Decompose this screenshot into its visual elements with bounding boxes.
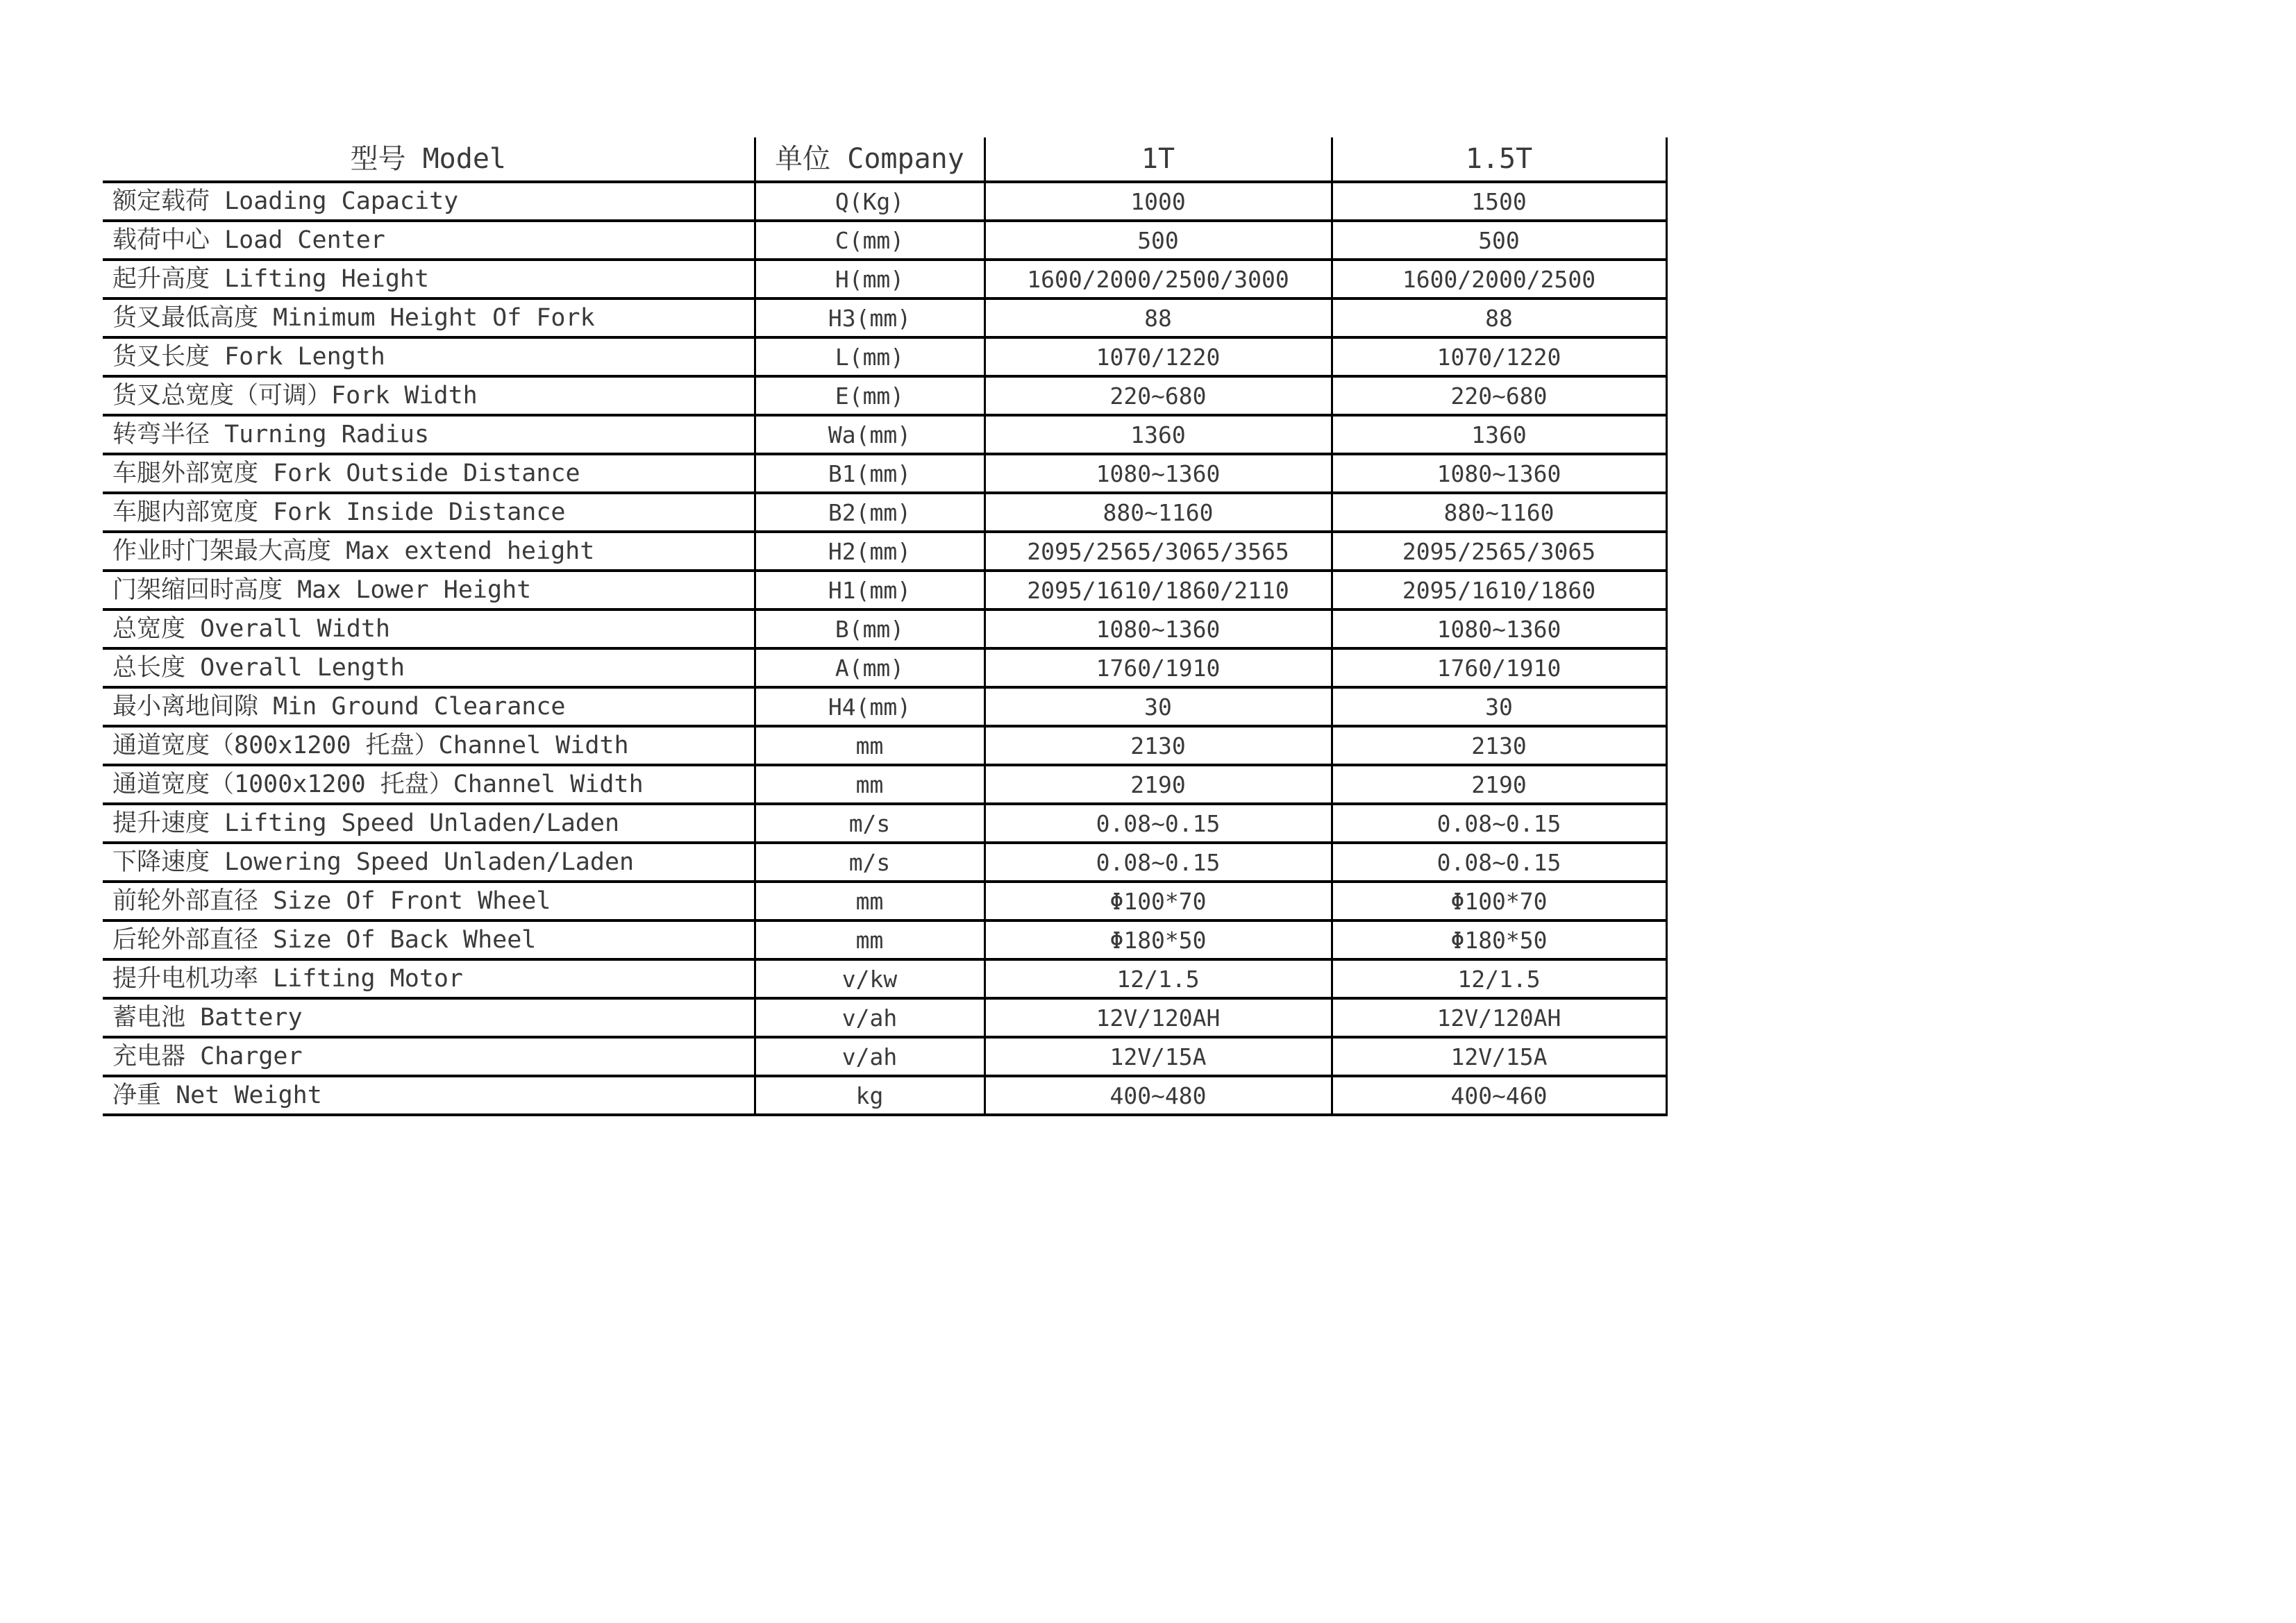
table-row	[103, 765, 1666, 804]
spec-cell-label: 货叉总宽度（可调）Fork Width	[103, 376, 755, 415]
spec-cell-label: 充电器 Charger	[103, 1037, 755, 1076]
spec-cell-unit: B2(mm)	[755, 493, 984, 532]
spec-cell-value-15t: 500	[1332, 221, 1666, 260]
spec-cell-label: 车腿内部宽度 Fork Inside Distance	[103, 493, 755, 532]
spec-cell-unit: mm	[755, 726, 984, 765]
spec-cell-unit: Wa(mm)	[755, 415, 984, 454]
spec-cell-label: 车腿外部宽度 Fork Outside Distance	[103, 454, 755, 493]
spec-cell-value-15t: 0.08~0.15	[1332, 804, 1666, 843]
spec-cell-value-1t: 12V/15A	[984, 1037, 1332, 1076]
spec-cell-label: 通道宽度（1000x1200 托盘）Channel Width	[103, 765, 755, 804]
spec-cell-value-1t: 2095/2565/3065/3565	[984, 532, 1332, 571]
table-row	[103, 337, 1666, 376]
spec-cell-label: 后轮外部直径 Size Of Back Wheel	[103, 920, 755, 959]
spec-cell-unit: mm	[755, 765, 984, 804]
spec-cell-value-1t: 0.08~0.15	[984, 843, 1332, 882]
table-row	[103, 221, 1666, 260]
spec-cell-unit: mm	[755, 920, 984, 959]
table-row	[103, 182, 1666, 221]
spec-cell-value-1t: 12V/120AH	[984, 998, 1332, 1037]
spec-cell-unit: m/s	[755, 843, 984, 882]
spec-cell-unit: B1(mm)	[755, 454, 984, 493]
table-row	[103, 415, 1666, 454]
spec-cell-unit: A(mm)	[755, 648, 984, 687]
spec-cell-label: 作业时门架最大高度 Max extend height	[103, 532, 755, 571]
spec-cell-label: 提升速度 Lifting Speed Unladen/Laden	[103, 804, 755, 843]
spec-cell-unit: v/ah	[755, 998, 984, 1037]
spec-cell-value-1t: 220~680	[984, 376, 1332, 415]
spec-cell-value-15t: 1600/2000/2500	[1332, 260, 1666, 298]
spec-cell-value-15t: 1360	[1332, 415, 1666, 454]
spec-table-body	[103, 182, 1666, 1115]
spec-cell-unit: v/ah	[755, 1037, 984, 1076]
table-row	[103, 571, 1666, 609]
spec-cell-value-1t: 400~480	[984, 1076, 1332, 1115]
spec-cell-value-1t: 1000	[984, 182, 1332, 221]
spec-cell-label: 货叉长度 Fork Length	[103, 337, 755, 376]
spec-cell-value-15t: 2095/1610/1860	[1332, 571, 1666, 609]
spec-cell-value-1t: 1760/1910	[984, 648, 1332, 687]
spec-cell-value-1t: 2130	[984, 726, 1332, 765]
spec-cell-label: 提升电机功率 Lifting Motor	[103, 959, 755, 998]
spec-cell-value-1t: 880~1160	[984, 493, 1332, 532]
table-row	[103, 376, 1666, 415]
header-1-5t: 1.5T	[1332, 137, 1666, 182]
spec-cell-label: 前轮外部直径 Size Of Front Wheel	[103, 882, 755, 920]
table-row	[103, 532, 1666, 571]
table-row	[103, 493, 1666, 532]
spec-cell-value-15t: 1080~1360	[1332, 609, 1666, 648]
spec-cell-value-1t: 1080~1360	[984, 609, 1332, 648]
spec-cell-label: 载荷中心 Load Center	[103, 221, 755, 260]
spec-cell-label: 总宽度 Overall Width	[103, 609, 755, 648]
spec-cell-value-15t: 1760/1910	[1332, 648, 1666, 687]
spec-table-header	[103, 137, 1666, 182]
table-row	[103, 920, 1666, 959]
table-row	[103, 687, 1666, 726]
spec-cell-unit: H4(mm)	[755, 687, 984, 726]
table-row	[103, 454, 1666, 493]
spec-cell-label: 下降速度 Lowering Speed Unladen/Laden	[103, 843, 755, 882]
spec-cell-value-1t: 2095/1610/1860/2110	[984, 571, 1332, 609]
table-row	[103, 609, 1666, 648]
table-row	[103, 260, 1666, 298]
spec-cell-label: 转弯半径 Turning Radius	[103, 415, 755, 454]
header-model: 型号 Model	[103, 137, 755, 182]
spec-cell-unit: Q(Kg)	[755, 182, 984, 221]
spec-cell-label: 蓄电池 Battery	[103, 998, 755, 1037]
header-1t: 1T	[984, 137, 1332, 182]
table-row	[103, 1076, 1666, 1115]
spec-cell-value-15t: 400~460	[1332, 1076, 1666, 1115]
spec-cell-value-15t: 2190	[1332, 765, 1666, 804]
spec-cell-value-1t: 1360	[984, 415, 1332, 454]
header-row	[103, 137, 1666, 182]
spec-cell-unit: H(mm)	[755, 260, 984, 298]
spec-cell-value-1t: 88	[984, 298, 1332, 337]
spec-cell-value-15t: 12V/120AH	[1332, 998, 1666, 1037]
spec-cell-value-15t: 0.08~0.15	[1332, 843, 1666, 882]
spec-cell-unit: mm	[755, 882, 984, 920]
table-row	[103, 298, 1666, 337]
spec-cell-unit: C(mm)	[755, 221, 984, 260]
spec-cell-label: 起升高度 Lifting Height	[103, 260, 755, 298]
spec-cell-value-15t: 1080~1360	[1332, 454, 1666, 493]
spec-cell-label: 额定载荷 Loading Capacity	[103, 182, 755, 221]
spec-cell-value-15t: 12V/15A	[1332, 1037, 1666, 1076]
spec-cell-value-1t: 500	[984, 221, 1332, 260]
spec-cell-label: 门架缩回时高度 Max Lower Height	[103, 571, 755, 609]
spec-cell-value-15t: 2130	[1332, 726, 1666, 765]
spec-cell-label: 净重 Net Weight	[103, 1076, 755, 1115]
spec-table	[103, 137, 1668, 1116]
spec-cell-unit: E(mm)	[755, 376, 984, 415]
spec-cell-label: 总长度 Overall Length	[103, 648, 755, 687]
spec-cell-value-15t: 2095/2565/3065	[1332, 532, 1666, 571]
spec-cell-unit: L(mm)	[755, 337, 984, 376]
spec-cell-value-1t: Φ100*70	[984, 882, 1332, 920]
table-row	[103, 1037, 1666, 1076]
table-row	[103, 726, 1666, 765]
spec-cell-value-15t: 1070/1220	[1332, 337, 1666, 376]
spec-cell-value-15t: 30	[1332, 687, 1666, 726]
spec-cell-unit: H2(mm)	[755, 532, 984, 571]
spec-cell-value-1t: 2190	[984, 765, 1332, 804]
spec-cell-value-1t: 12/1.5	[984, 959, 1332, 998]
spec-cell-unit: m/s	[755, 804, 984, 843]
spec-cell-label: 货叉最低高度 Minimum Height Of Fork	[103, 298, 755, 337]
spec-cell-value-15t: 880~1160	[1332, 493, 1666, 532]
table-row	[103, 998, 1666, 1037]
spec-cell-label: 最小离地间隙 Min Ground Clearance	[103, 687, 755, 726]
spec-cell-label: 通道宽度（800x1200 托盘）Channel Width	[103, 726, 755, 765]
header-unit: 单位 Company	[755, 137, 984, 182]
spec-cell-value-15t: Φ180*50	[1332, 920, 1666, 959]
spec-cell-value-15t: 1500	[1332, 182, 1666, 221]
spec-cell-unit: B(mm)	[755, 609, 984, 648]
spec-cell-value-1t: 1070/1220	[984, 337, 1332, 376]
spec-cell-unit: kg	[755, 1076, 984, 1115]
spec-cell-value-15t: 220~680	[1332, 376, 1666, 415]
spec-cell-unit: v/kw	[755, 959, 984, 998]
spec-cell-value-1t: 1600/2000/2500/3000	[984, 260, 1332, 298]
spec-cell-unit: H1(mm)	[755, 571, 984, 609]
table-row	[103, 648, 1666, 687]
table-row	[103, 959, 1666, 998]
spec-cell-value-15t: 12/1.5	[1332, 959, 1666, 998]
table-row	[103, 843, 1666, 882]
spec-cell-value-15t: Φ100*70	[1332, 882, 1666, 920]
spec-cell-value-1t: 1080~1360	[984, 454, 1332, 493]
spec-cell-value-1t: 30	[984, 687, 1332, 726]
spec-cell-value-1t: 0.08~0.15	[984, 804, 1332, 843]
spec-cell-unit: H3(mm)	[755, 298, 984, 337]
spec-cell-value-15t: 88	[1332, 298, 1666, 337]
table-row	[103, 804, 1666, 843]
table-row	[103, 882, 1666, 920]
spec-cell-value-1t: Φ180*50	[984, 920, 1332, 959]
